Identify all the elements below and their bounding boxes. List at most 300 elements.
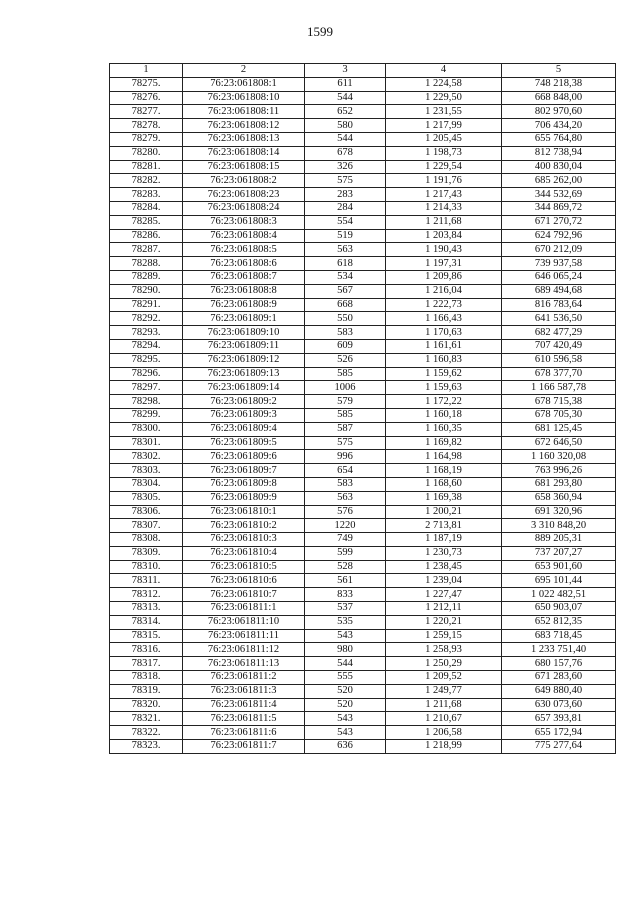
value-cell: 1 160 320,08 xyxy=(502,450,616,464)
rate-cell: 1 238,45 xyxy=(386,560,502,574)
area-cell: 609 xyxy=(305,339,386,353)
row-number-cell: 78294. xyxy=(110,339,183,353)
table-row xyxy=(110,560,616,574)
table-row xyxy=(110,671,616,685)
table-row xyxy=(110,257,616,271)
row-number-cell: 78317. xyxy=(110,657,183,671)
table-row xyxy=(110,381,616,395)
row-number-cell: 78307. xyxy=(110,519,183,533)
row-number-cell: 78289. xyxy=(110,270,183,284)
value-cell: 689 494,68 xyxy=(502,284,616,298)
table-row xyxy=(110,105,616,119)
value-cell: 737 207,27 xyxy=(502,546,616,560)
cadastral-number-cell: 76:23:061809:14 xyxy=(183,381,305,395)
row-number-cell: 78297. xyxy=(110,381,183,395)
row-number-cell: 78280. xyxy=(110,146,183,160)
table-row xyxy=(110,450,616,464)
table-row xyxy=(110,464,616,478)
table-row xyxy=(110,188,616,202)
value-cell: 695 101,44 xyxy=(502,574,616,588)
rate-cell: 1 220,21 xyxy=(386,615,502,629)
row-number-cell: 78322. xyxy=(110,726,183,740)
area-cell: 544 xyxy=(305,132,386,146)
cadastral-number-cell: 76:23:061811:10 xyxy=(183,615,305,629)
header-row xyxy=(110,64,616,78)
cadastral-number-cell: 76:23:061810:6 xyxy=(183,574,305,588)
rate-cell: 1 197,31 xyxy=(386,257,502,271)
row-number-cell: 78316. xyxy=(110,643,183,657)
area-cell: 833 xyxy=(305,588,386,602)
area-cell: 668 xyxy=(305,298,386,312)
area-cell: 652 xyxy=(305,105,386,119)
cadastral-number-cell: 76:23:061808:23 xyxy=(183,188,305,202)
table-row xyxy=(110,408,616,422)
cadastral-number-cell: 76:23:061811:7 xyxy=(183,740,305,754)
rate-cell: 1 239,04 xyxy=(386,574,502,588)
cadastral-number-cell: 76:23:061810:4 xyxy=(183,546,305,560)
row-number-cell: 78310. xyxy=(110,560,183,574)
rate-cell: 1 250,29 xyxy=(386,657,502,671)
value-cell: 1 166 587,78 xyxy=(502,381,616,395)
rate-cell: 1 211,68 xyxy=(386,698,502,712)
row-number-cell: 78288. xyxy=(110,257,183,271)
cadastral-number-cell: 76:23:061809:6 xyxy=(183,450,305,464)
table-row xyxy=(110,270,616,284)
rate-cell: 1 259,15 xyxy=(386,629,502,643)
cadastral-number-cell: 76:23:061811:5 xyxy=(183,712,305,726)
row-number-cell: 78277. xyxy=(110,105,183,119)
cadastral-number-cell: 76:23:061808:7 xyxy=(183,270,305,284)
cadastral-number-cell: 76:23:061809:9 xyxy=(183,491,305,505)
table-body xyxy=(110,77,616,753)
value-cell: 680 157,76 xyxy=(502,657,616,671)
value-cell: 685 262,00 xyxy=(502,174,616,188)
rate-cell: 1 160,83 xyxy=(386,353,502,367)
table-row xyxy=(110,436,616,450)
area-cell: 585 xyxy=(305,367,386,381)
row-number-cell: 78279. xyxy=(110,132,183,146)
row-number-cell: 78275. xyxy=(110,77,183,91)
table-row xyxy=(110,657,616,671)
table-row xyxy=(110,132,616,146)
area-cell: 576 xyxy=(305,505,386,519)
row-number-cell: 78293. xyxy=(110,326,183,340)
rate-cell: 1 169,38 xyxy=(386,491,502,505)
area-cell: 563 xyxy=(305,243,386,257)
table-row xyxy=(110,215,616,229)
cadastral-number-cell: 76:23:061808:24 xyxy=(183,201,305,215)
table-row xyxy=(110,312,616,326)
table-row xyxy=(110,422,616,436)
area-cell: 544 xyxy=(305,657,386,671)
table-header xyxy=(110,64,616,78)
rate-cell: 1 166,43 xyxy=(386,312,502,326)
cadastral-number-cell: 76:23:061811:2 xyxy=(183,671,305,685)
area-cell: 575 xyxy=(305,174,386,188)
value-cell: 630 073,60 xyxy=(502,698,616,712)
row-number-cell: 78292. xyxy=(110,312,183,326)
cadastral-number-cell: 76:23:061808:15 xyxy=(183,160,305,174)
area-cell: 283 xyxy=(305,188,386,202)
value-cell: 678 705,30 xyxy=(502,408,616,422)
rate-cell: 1 216,04 xyxy=(386,284,502,298)
area-cell: 537 xyxy=(305,602,386,616)
cadastral-number-cell: 76:23:061809:7 xyxy=(183,464,305,478)
column-header-5: 5 xyxy=(502,64,616,78)
cadastral-number-cell: 76:23:061809:2 xyxy=(183,395,305,409)
cadastral-number-cell: 76:23:061808:13 xyxy=(183,132,305,146)
row-number-cell: 78312. xyxy=(110,588,183,602)
table-row xyxy=(110,353,616,367)
row-number-cell: 78314. xyxy=(110,615,183,629)
cadastral-number-cell: 76:23:061809:10 xyxy=(183,326,305,340)
value-cell: 812 738,94 xyxy=(502,146,616,160)
rate-cell: 1 217,99 xyxy=(386,119,502,133)
rate-cell: 1 224,58 xyxy=(386,77,502,91)
row-number-cell: 78283. xyxy=(110,188,183,202)
row-number-cell: 78278. xyxy=(110,119,183,133)
area-cell: 599 xyxy=(305,546,386,560)
value-cell: 682 477,29 xyxy=(502,326,616,340)
value-cell: 652 812,35 xyxy=(502,615,616,629)
row-number-cell: 78291. xyxy=(110,298,183,312)
table-row xyxy=(110,629,616,643)
table-row xyxy=(110,146,616,160)
table-row xyxy=(110,339,616,353)
row-number-cell: 78306. xyxy=(110,505,183,519)
row-number-cell: 78282. xyxy=(110,174,183,188)
row-number-cell: 78313. xyxy=(110,602,183,616)
area-cell: 519 xyxy=(305,229,386,243)
area-cell: 561 xyxy=(305,574,386,588)
rate-cell: 1 211,68 xyxy=(386,215,502,229)
value-cell: 1 233 751,40 xyxy=(502,643,616,657)
cadastral-number-cell: 76:23:061809:4 xyxy=(183,422,305,436)
row-number-cell: 78300. xyxy=(110,422,183,436)
cadastral-number-cell: 76:23:061808:14 xyxy=(183,146,305,160)
rate-cell: 1 168,19 xyxy=(386,464,502,478)
table-row xyxy=(110,201,616,215)
table-row xyxy=(110,505,616,519)
table-row xyxy=(110,91,616,105)
cadastral-number-cell: 76:23:061808:1 xyxy=(183,77,305,91)
row-number-cell: 78296. xyxy=(110,367,183,381)
table-row xyxy=(110,77,616,91)
row-number-cell: 78290. xyxy=(110,284,183,298)
area-cell: 520 xyxy=(305,698,386,712)
row-number-cell: 78323. xyxy=(110,740,183,754)
row-number-cell: 78319. xyxy=(110,684,183,698)
table-row xyxy=(110,546,616,560)
rate-cell: 1 164,98 xyxy=(386,450,502,464)
cadastral-number-cell: 76:23:061808:9 xyxy=(183,298,305,312)
area-cell: 544 xyxy=(305,91,386,105)
table-row xyxy=(110,229,616,243)
table-row xyxy=(110,726,616,740)
area-cell: 543 xyxy=(305,712,386,726)
cadastral-number-cell: 76:23:061808:8 xyxy=(183,284,305,298)
cadastral-number-cell: 76:23:061810:5 xyxy=(183,560,305,574)
rate-cell: 1 169,82 xyxy=(386,436,502,450)
row-number-cell: 78284. xyxy=(110,201,183,215)
rate-cell: 1 160,18 xyxy=(386,408,502,422)
area-cell: 749 xyxy=(305,533,386,547)
rate-cell: 1 159,63 xyxy=(386,381,502,395)
cadastral-number-cell: 76:23:061811:1 xyxy=(183,602,305,616)
value-cell: 649 880,40 xyxy=(502,684,616,698)
cadastral-number-cell: 76:23:061811:3 xyxy=(183,684,305,698)
cadastral-number-cell: 76:23:061810:2 xyxy=(183,519,305,533)
row-number-cell: 78305. xyxy=(110,491,183,505)
rate-cell: 2 713,81 xyxy=(386,519,502,533)
area-cell: 528 xyxy=(305,560,386,574)
rate-cell: 1 249,77 xyxy=(386,684,502,698)
value-cell: 683 718,45 xyxy=(502,629,616,643)
rate-cell: 1 210,67 xyxy=(386,712,502,726)
rate-cell: 1 231,55 xyxy=(386,105,502,119)
table-row xyxy=(110,243,616,257)
registry-table xyxy=(109,63,616,754)
area-cell: 326 xyxy=(305,160,386,174)
rate-cell: 1 200,21 xyxy=(386,505,502,519)
area-cell: 583 xyxy=(305,477,386,491)
row-number-cell: 78295. xyxy=(110,353,183,367)
cadastral-number-cell: 76:23:061809:13 xyxy=(183,367,305,381)
area-cell: 654 xyxy=(305,464,386,478)
row-number-cell: 78309. xyxy=(110,546,183,560)
area-cell: 563 xyxy=(305,491,386,505)
rate-cell: 1 187,19 xyxy=(386,533,502,547)
cadastral-number-cell: 76:23:061808:10 xyxy=(183,91,305,105)
area-cell: 583 xyxy=(305,326,386,340)
cadastral-number-cell: 76:23:061809:8 xyxy=(183,477,305,491)
table-row xyxy=(110,367,616,381)
cadastral-number-cell: 76:23:061808:3 xyxy=(183,215,305,229)
value-cell: 889 205,31 xyxy=(502,533,616,547)
rate-cell: 1 205,45 xyxy=(386,132,502,146)
row-number-cell: 78320. xyxy=(110,698,183,712)
table-row xyxy=(110,684,616,698)
cadastral-number-cell: 76:23:061809:1 xyxy=(183,312,305,326)
value-cell: 655 172,94 xyxy=(502,726,616,740)
row-number-cell: 78303. xyxy=(110,464,183,478)
rate-cell: 1 170,63 xyxy=(386,326,502,340)
rate-cell: 1 222,73 xyxy=(386,298,502,312)
area-cell: 575 xyxy=(305,436,386,450)
value-cell: 681 125,45 xyxy=(502,422,616,436)
value-cell: 672 646,50 xyxy=(502,436,616,450)
rate-cell: 1 206,58 xyxy=(386,726,502,740)
value-cell: 775 277,64 xyxy=(502,740,616,754)
table-row xyxy=(110,477,616,491)
value-cell: 706 434,20 xyxy=(502,119,616,133)
cadastral-number-cell: 76:23:061808:12 xyxy=(183,119,305,133)
value-cell: 678 377,70 xyxy=(502,367,616,381)
cadastral-number-cell: 76:23:061810:1 xyxy=(183,505,305,519)
value-cell: 802 970,60 xyxy=(502,105,616,119)
area-cell: 520 xyxy=(305,684,386,698)
row-number-cell: 78276. xyxy=(110,91,183,105)
value-cell: 739 937,58 xyxy=(502,257,616,271)
row-number-cell: 78304. xyxy=(110,477,183,491)
rate-cell: 1 209,86 xyxy=(386,270,502,284)
table-row xyxy=(110,643,616,657)
area-cell: 579 xyxy=(305,395,386,409)
value-cell: 400 830,04 xyxy=(502,160,616,174)
row-number-cell: 78301. xyxy=(110,436,183,450)
area-cell: 580 xyxy=(305,119,386,133)
rate-cell: 1 214,33 xyxy=(386,201,502,215)
value-cell: 671 283,60 xyxy=(502,671,616,685)
area-cell: 555 xyxy=(305,671,386,685)
table-row xyxy=(110,740,616,754)
rate-cell: 1 258,93 xyxy=(386,643,502,657)
row-number-cell: 78318. xyxy=(110,671,183,685)
rate-cell: 1 227,47 xyxy=(386,588,502,602)
area-cell: 567 xyxy=(305,284,386,298)
column-header-4: 4 xyxy=(386,64,502,78)
rate-cell: 1 168,60 xyxy=(386,477,502,491)
value-cell: 658 360,94 xyxy=(502,491,616,505)
value-cell: 763 996,26 xyxy=(502,464,616,478)
row-number-cell: 78321. xyxy=(110,712,183,726)
area-cell: 996 xyxy=(305,450,386,464)
table-row xyxy=(110,284,616,298)
value-cell: 707 420,49 xyxy=(502,339,616,353)
rate-cell: 1 229,54 xyxy=(386,160,502,174)
cadastral-number-cell: 76:23:061811:6 xyxy=(183,726,305,740)
value-cell: 653 901,60 xyxy=(502,560,616,574)
value-cell: 624 792,96 xyxy=(502,229,616,243)
row-number-cell: 78298. xyxy=(110,395,183,409)
rate-cell: 1 160,35 xyxy=(386,422,502,436)
row-number-cell: 78287. xyxy=(110,243,183,257)
table-row xyxy=(110,395,616,409)
area-cell: 526 xyxy=(305,353,386,367)
value-cell: 3 310 848,20 xyxy=(502,519,616,533)
cadastral-number-cell: 76:23:061811:11 xyxy=(183,629,305,643)
rate-cell: 1 190,43 xyxy=(386,243,502,257)
cadastral-number-cell: 76:23:061808:5 xyxy=(183,243,305,257)
row-number-cell: 78315. xyxy=(110,629,183,643)
rate-cell: 1 229,50 xyxy=(386,91,502,105)
area-cell: 284 xyxy=(305,201,386,215)
value-cell: 344 532,69 xyxy=(502,188,616,202)
cadastral-number-cell: 76:23:061808:11 xyxy=(183,105,305,119)
table-row xyxy=(110,615,616,629)
rate-cell: 1 212,11 xyxy=(386,602,502,616)
rate-cell: 1 191,76 xyxy=(386,174,502,188)
value-cell: 1 022 482,51 xyxy=(502,588,616,602)
area-cell: 585 xyxy=(305,408,386,422)
column-header-3: 3 xyxy=(305,64,386,78)
table-row xyxy=(110,174,616,188)
value-cell: 681 293,80 xyxy=(502,477,616,491)
table-row xyxy=(110,698,616,712)
cadastral-number-cell: 76:23:061810:3 xyxy=(183,533,305,547)
value-cell: 650 903,07 xyxy=(502,602,616,616)
value-cell: 657 393,81 xyxy=(502,712,616,726)
value-cell: 816 783,64 xyxy=(502,298,616,312)
value-cell: 748 218,38 xyxy=(502,77,616,91)
area-cell: 534 xyxy=(305,270,386,284)
value-cell: 646 065,24 xyxy=(502,270,616,284)
area-cell: 535 xyxy=(305,615,386,629)
column-header-1: 1 xyxy=(110,64,183,78)
table-row xyxy=(110,533,616,547)
value-cell: 344 869,72 xyxy=(502,201,616,215)
cadastral-number-cell: 76:23:061811:13 xyxy=(183,657,305,671)
cadastral-number-cell: 76:23:061811:4 xyxy=(183,698,305,712)
area-cell: 611 xyxy=(305,77,386,91)
cadastral-number-cell: 76:23:061808:6 xyxy=(183,257,305,271)
area-cell: 543 xyxy=(305,726,386,740)
area-cell: 1006 xyxy=(305,381,386,395)
value-cell: 671 270,72 xyxy=(502,215,616,229)
table-row xyxy=(110,160,616,174)
table-row xyxy=(110,326,616,340)
value-cell: 610 596,58 xyxy=(502,353,616,367)
area-cell: 587 xyxy=(305,422,386,436)
area-cell: 543 xyxy=(305,629,386,643)
area-cell: 980 xyxy=(305,643,386,657)
table-row xyxy=(110,602,616,616)
row-number-cell: 78299. xyxy=(110,408,183,422)
area-cell: 1220 xyxy=(305,519,386,533)
table-row xyxy=(110,588,616,602)
value-cell: 691 320,96 xyxy=(502,505,616,519)
rate-cell: 1 203,84 xyxy=(386,229,502,243)
area-cell: 554 xyxy=(305,215,386,229)
rate-cell: 1 230,73 xyxy=(386,546,502,560)
rate-cell: 1 209,52 xyxy=(386,671,502,685)
cadastral-number-cell: 76:23:061808:2 xyxy=(183,174,305,188)
rate-cell: 1 161,61 xyxy=(386,339,502,353)
area-cell: 636 xyxy=(305,740,386,754)
cadastral-number-cell: 76:23:061809:5 xyxy=(183,436,305,450)
row-number-cell: 78285. xyxy=(110,215,183,229)
value-cell: 655 764,80 xyxy=(502,132,616,146)
cadastral-number-cell: 76:23:061809:11 xyxy=(183,339,305,353)
rate-cell: 1 198,73 xyxy=(386,146,502,160)
table-row xyxy=(110,491,616,505)
rate-cell: 1 218,99 xyxy=(386,740,502,754)
rate-cell: 1 217,43 xyxy=(386,188,502,202)
rate-cell: 1 159,62 xyxy=(386,367,502,381)
area-cell: 550 xyxy=(305,312,386,326)
page-number: 1599 xyxy=(307,24,333,39)
row-number-cell: 78311. xyxy=(110,574,183,588)
cadastral-number-cell: 76:23:061808:4 xyxy=(183,229,305,243)
row-number-cell: 78281. xyxy=(110,160,183,174)
value-cell: 670 212,09 xyxy=(502,243,616,257)
cadastral-number-cell: 76:23:061811:12 xyxy=(183,643,305,657)
rate-cell: 1 172,22 xyxy=(386,395,502,409)
column-header-2: 2 xyxy=(183,64,305,78)
cadastral-number-cell: 76:23:061809:12 xyxy=(183,353,305,367)
cadastral-number-cell: 76:23:061810:7 xyxy=(183,588,305,602)
value-cell: 668 848,00 xyxy=(502,91,616,105)
row-number-cell: 78302. xyxy=(110,450,183,464)
value-cell: 678 715,38 xyxy=(502,395,616,409)
value-cell: 641 536,50 xyxy=(502,312,616,326)
table-row xyxy=(110,298,616,312)
row-number-cell: 78308. xyxy=(110,533,183,547)
table-row xyxy=(110,712,616,726)
row-number-cell: 78286. xyxy=(110,229,183,243)
cadastral-number-cell: 76:23:061809:3 xyxy=(183,408,305,422)
area-cell: 618 xyxy=(305,257,386,271)
